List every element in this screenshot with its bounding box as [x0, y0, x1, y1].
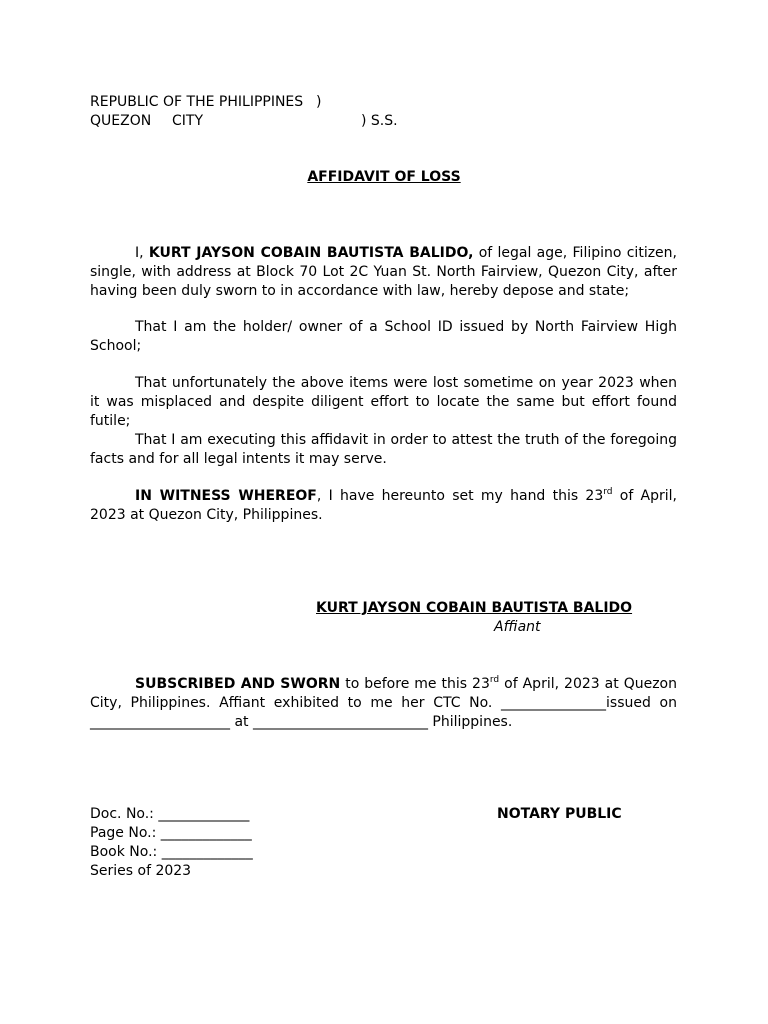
republic-line — [90, 94, 303, 110]
jurat-date-suffix: rd — [489, 675, 500, 685]
document-title: AFFIDAVIT OF LOSS — [307, 169, 461, 185]
jurat-text-1: to before me this 23 — [340, 676, 490, 692]
witness-date-suffix: rd — [603, 487, 613, 497]
witness-text-1: , I have hereunto set my hand this 23 — [316, 488, 604, 504]
jurat-lead: SUBSCRIBED AND SWORN — [135, 676, 341, 692]
city-word-city: CITY — [172, 113, 204, 129]
pronoun-i: I, — [135, 245, 144, 261]
republic-text: REPUBLIC OF THE PHILIPPINES — [90, 94, 304, 110]
affiant-signature-name: KURT JAYSON COBAIN BAUTISTA BALIDO — [316, 600, 633, 616]
jurat-text-2: of April, 2023 at Quezon City, Philippines. Affiant exhibited to me her CTC No. _______________issued on ____________________ at _________________________ Philippines. — [90, 676, 677, 730]
witness-text-2: of April, 2023 at Quezon City, Philippines. — [90, 488, 677, 523]
paragraph-purpose: That I am executing this affidavit in order to attest the truth of the foregoing facts and for all legal intents it may serve. — [90, 432, 677, 467]
paragraph-loss: That unfortunately the above items were lost sometime on year 2023 when it was misplaced and despite diligent effort to locate the same but effort found futile; — [90, 375, 677, 429]
affiant-role-label: Affiant — [494, 619, 541, 635]
paragraph-ownership: That I am the holder/ owner of a School ID issued by North Fairview High School; — [90, 319, 677, 354]
witness-lead: IN WITNESS WHEREOF — [135, 488, 317, 504]
doc-no-field: Doc. No.: _____________ — [90, 806, 250, 822]
notary-public-label: NOTARY PUBLIC — [497, 806, 622, 822]
page-no-field: Page No.: _____________ — [90, 825, 252, 841]
city-word-quezon: QUEZON — [90, 113, 152, 129]
book-no-field: Book No.: _____________ — [90, 844, 253, 860]
ss-label: ) S.S. — [361, 113, 398, 129]
affiant-name-inline: KURT JAYSON COBAIN BAUTISTA BALIDO, — [148, 245, 474, 261]
republic-paren: ) — [316, 94, 322, 110]
paragraph-witness — [90, 487, 677, 525]
paragraph-identity — [90, 244, 677, 301]
paragraph-jurat — [90, 675, 677, 732]
identity-details: of legal age, Filipino citizen, single, with address at Block 70 Lot 2C Yuan St. North Fairview, Quezon City, after having been duly sworn to in accordance with law, hereby depose and state; — [90, 245, 677, 299]
series-label: Series of 2023 — [90, 863, 192, 879]
